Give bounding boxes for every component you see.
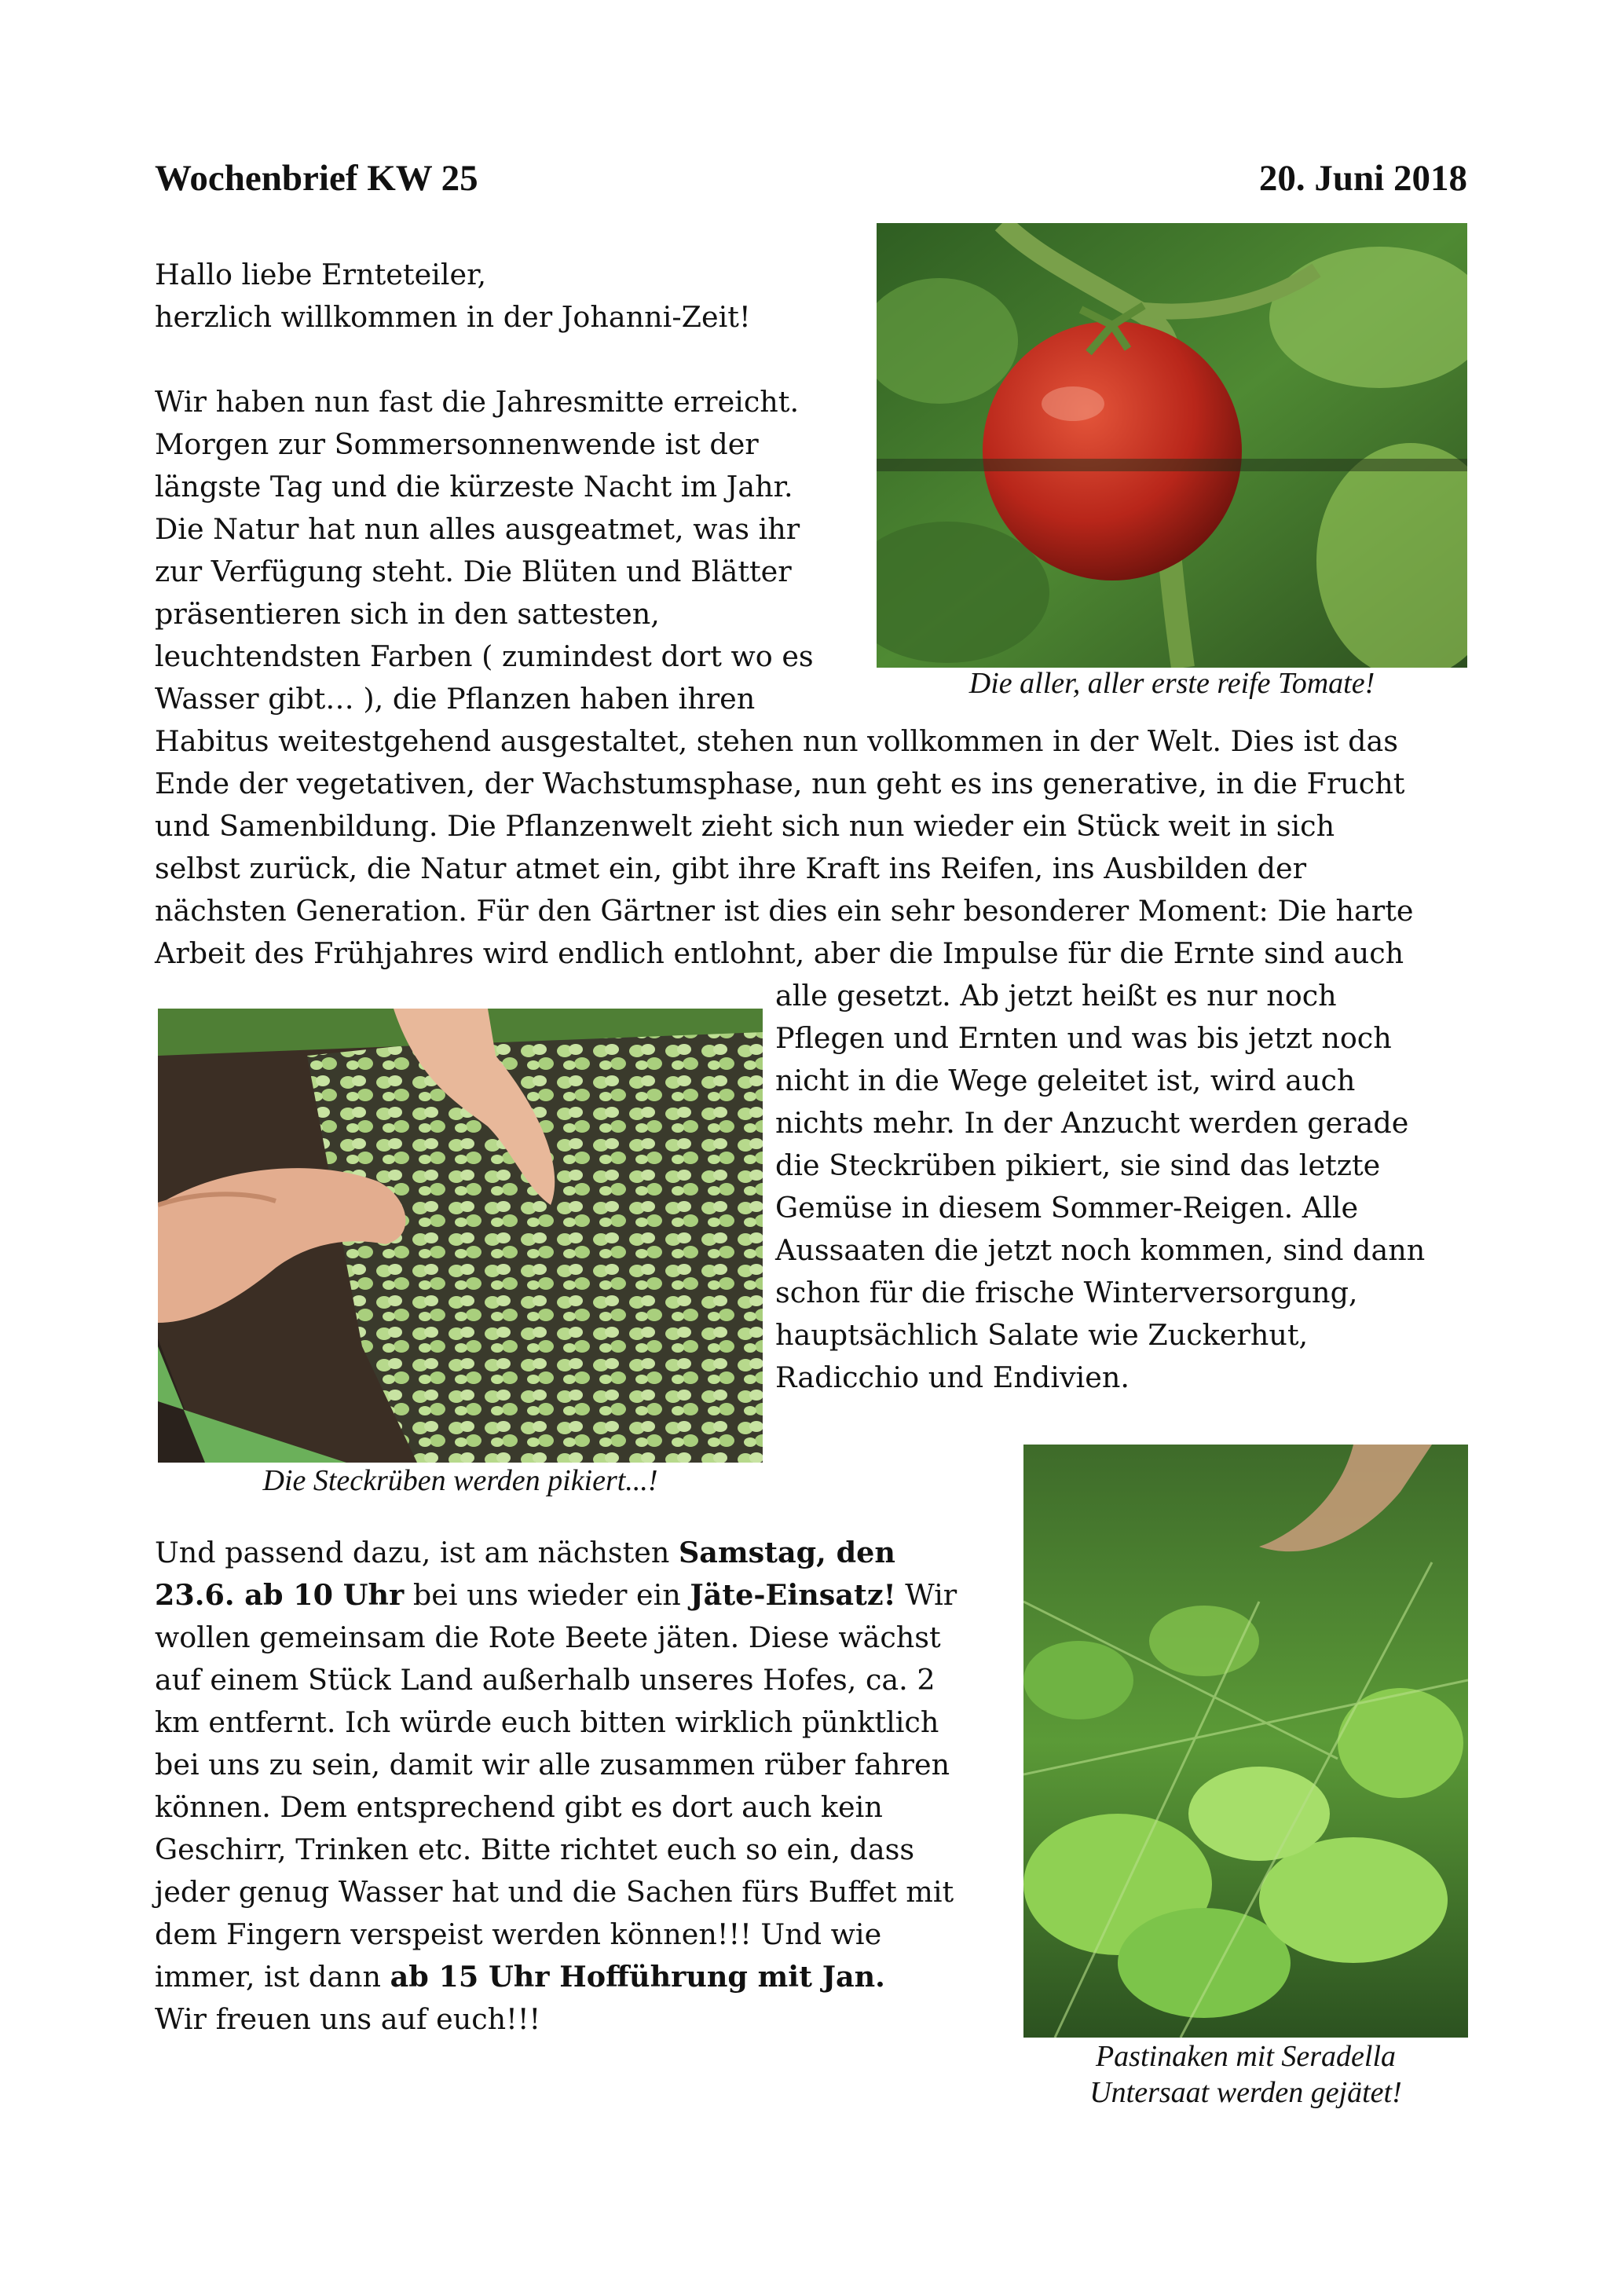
newsletter-date: 20. Juni 2018	[1258, 158, 1467, 199]
greeting-line: Hallo liebe Ernteteiler,	[155, 258, 487, 291]
text-line: Ende der vegetativen, der Wachstumsphase, nun geht es ins generative, in die Frucht	[155, 767, 1405, 800]
text-line: Wir haben nun fast die Jahresmitte erreicht.	[155, 385, 800, 419]
text-line: Morgen zur Sommersonnenwende ist der	[155, 427, 759, 461]
text-line: Wir freuen uns auf euch!!!	[155, 2002, 541, 2036]
text-line: Geschirr, Trinken etc. Bitte richtet euch so ein, dass	[155, 1833, 915, 1866]
tour-highlight: ab 15 Uhr Hofführung mit Jan.	[390, 1960, 885, 1994]
text-line: alle gesetzt. Ab jetzt heißt es nur noch	[775, 979, 1337, 1013]
text-line: Pflegen und Ernten und was bis jetzt noch	[775, 1021, 1392, 1055]
text-line: nichts mehr. In der Anzucht werden gerade	[775, 1106, 1409, 1140]
text-line: nächsten Generation. Für den Gärtner ist dies ein sehr besonderer Moment: Die harte	[155, 894, 1414, 928]
text-line: Habitus weitestgehend ausgestaltet, stehen nun vollkommen in der Welt. Dies ist das	[155, 724, 1399, 758]
event-time-highlight: 23.6. ab 10 Uhr	[155, 1578, 405, 1612]
text-line: bei uns zu sein, damit wir alle zusammen rüber fahren	[155, 1748, 950, 1782]
text-segment: Wir	[895, 1578, 957, 1612]
text-line: Wasser gibt… ), die Pflanzen haben ihren	[155, 682, 756, 716]
text-line: können. Dem entsprechend gibt es dort auch kein	[155, 1790, 883, 1824]
text-segment: Und passend dazu, ist am nächsten	[155, 1536, 679, 1569]
text-line: nicht in die Wege geleitet ist, wird auch	[775, 1064, 1356, 1097]
text-line: und Samenbildung. Die Pflanzenwelt zieht sich nun wieder ein Stück weit in sich	[155, 809, 1335, 843]
text-segment: bei uns wieder ein	[404, 1578, 690, 1612]
seedlings-caption: Die Steckrüben werden pikiert...!	[262, 1464, 658, 1497]
text-line: längste Tag und die kürzeste Nacht im Jahr.	[155, 470, 793, 504]
event-date-highlight: Samstag, den	[678, 1536, 895, 1569]
text-line: km entfernt. Ich würde euch bitten wirklich pünktlich	[155, 1705, 939, 1739]
text-line: wollen gemeinsam die Rote Beete jäten. Diese wächst	[155, 1620, 941, 1654]
text-line	[155, 1574, 957, 1617]
parsnip-caption-line-1: Pastinaken mit Seradella	[1095, 2040, 1397, 2073]
text-segment: immer, ist dann	[155, 1960, 390, 1994]
text-line: hauptsächlich Salate wie Zuckerhut,	[775, 1318, 1309, 1352]
greeting-line: herzlich willkommen in der Johanni-Zeit!	[155, 300, 751, 334]
tomato-photo	[877, 223, 1467, 668]
newsletter-title: Wochenbrief KW 25	[155, 158, 478, 199]
text-line: zur Verfügung steht. Die Blüten und Blätter	[155, 555, 792, 588]
text-line	[155, 1956, 885, 1998]
text-line: Aussaaten die jetzt noch kommen, sind dann	[775, 1233, 1426, 1267]
text-line: jeder genug Wasser hat und die Sachen fürs Buffet mit	[155, 1875, 954, 1909]
event-name-highlight: Jäte-Einsatz!	[690, 1578, 896, 1612]
text-line: leuchtendsten Farben ( zumindest dort wo es	[155, 639, 814, 673]
text-line: dem Fingern verspeist werden können!!! Und wie	[155, 1917, 882, 1951]
text-line: schon für die frische Winterversorgung,	[775, 1276, 1358, 1309]
text-line: selbst zurück, die Natur atmet ein, gibt ihre Kraft ins Reifen, ins Ausbilden der	[155, 851, 1307, 885]
parsnip-photo	[1023, 1445, 1468, 2038]
tomato-caption: Die aller, aller erste reife Tomate!	[968, 667, 1375, 700]
text-line: Arbeit des Frühjahres wird endlich entlohnt, aber die Impulse für die Ernte sind auch	[155, 936, 1404, 970]
text-line: die Steckrüben pikiert, sie sind das letzte	[775, 1148, 1381, 1182]
text-line: präsentieren sich in den sattesten,	[155, 597, 660, 631]
text-line: Die Natur hat nun alles ausgeatmet, was ihr	[155, 512, 800, 546]
seedlings-photo	[158, 1009, 763, 1463]
text-line	[155, 1532, 895, 1574]
text-line: auf einem Stück Land außerhalb unseres Hofes, ca. 2	[155, 1663, 935, 1697]
parsnip-caption-line-2: Untersaat werden gejätet!	[1089, 2076, 1402, 2109]
text-line: Radicchio und Endivien.	[775, 1360, 1130, 1394]
text-line: Gemüse in diesem Sommer-Reigen. Alle	[775, 1191, 1359, 1225]
